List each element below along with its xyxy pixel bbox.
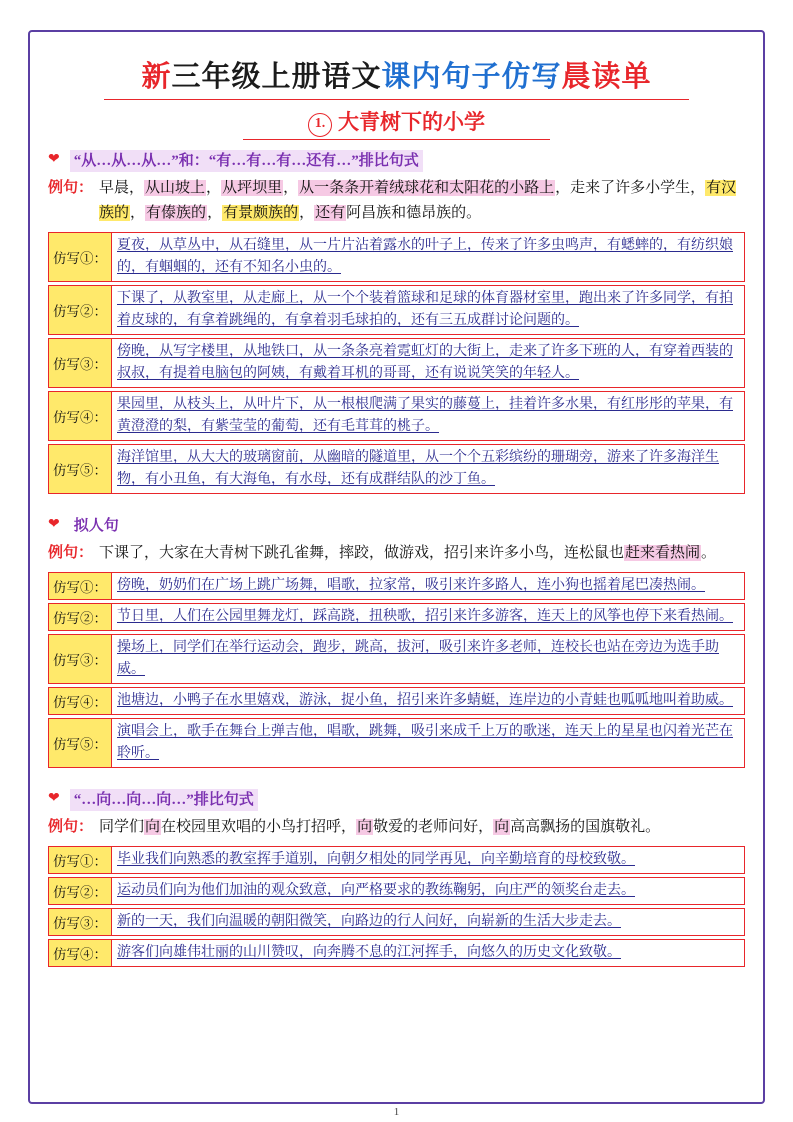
practice-label: 仿写②：	[49, 286, 112, 334]
practice-label: 仿写①：	[49, 847, 112, 873]
practice-text: 果园里，从枝头上，从叶片下，从一根根爬满了果实的藤蔓上，挂着许多水果，有红彤彤的苹果，有黄澄澄的梨，有紫莹莹的葡萄，还有毛茸茸的桃子。	[117, 397, 733, 434]
example-text-2: 下课了，大家在大青树下跳孔雀舞，摔跤，做游戏，招引来许多小鸟，连松鼠也赶来看热闹。	[99, 545, 717, 561]
practice-label: 仿写①：	[49, 233, 112, 281]
example-text-1: 早晨，从山坡上，从坪坝里，从一条条开着绒球花和太阳花的小路上，走来了许多小学生，有汉族的，有傣族的，有景颇族的，还有阿昌族和德昂族的。	[99, 180, 737, 221]
spacer	[48, 497, 745, 505]
title-divider	[104, 99, 689, 100]
practice-row	[48, 572, 745, 600]
spacer	[48, 771, 745, 779]
practice-label: 仿写④：	[49, 940, 112, 966]
example-label-2: 例句：	[48, 545, 94, 561]
practice-row	[48, 939, 745, 967]
practice-text: 下课了，从教室里，从走廊上，从一个个装着篮球和足球的体育器材室里，跑出来了许多同学，有拍着皮球的，有拿着跳绳的，有拿着羽毛球拍的，还有三五成群讨论问题的。	[117, 291, 733, 328]
practice-text: 节日里，人们在公园里舞龙灯，踩高跷，扭秧歌，招引来许多游客，连天上的风筝也停下来看热闹。	[117, 609, 733, 624]
practice-label: 仿写③：	[49, 339, 112, 387]
practice-row	[48, 877, 745, 905]
heart-icon: ❤	[48, 791, 60, 806]
topic-heading-3	[48, 789, 745, 811]
practice-row	[48, 391, 745, 441]
practice-row	[48, 338, 745, 388]
practice-label: 仿写②：	[49, 878, 112, 904]
practice-text: 新的一天，我们向温暖的朝阳微笑，向路边的行人问好，向崭新的生活大步走去。	[117, 914, 621, 929]
title-part-sheet: 晨读单	[561, 61, 652, 93]
practice-label: 仿写④：	[49, 688, 112, 714]
practice-row	[48, 718, 745, 768]
practice-text: 毕业我们向熟悉的教室挥手道别，向朝夕相处的同学再见，向辛勤培育的母校致敬。	[117, 852, 635, 867]
practice-text: 操场上，同学们在举行运动会，跑步，跳高，拔河，吸引来许多老师，连校长也站在旁边为选手助威。	[117, 640, 719, 677]
section-number: 1.	[308, 113, 332, 137]
topic-label-3: “…向…向…向…”排比句式	[70, 789, 258, 811]
practice-text: 夏夜，从草丛中，从石缝里，从一片片沾着露水的叶子上，传来了许多虫鸣声，有蟋蟀的，有纺织娘的，有蝈蝈的，还有不知名小虫的。	[117, 238, 733, 275]
page-title	[48, 54, 745, 95]
example-block-2	[48, 541, 745, 566]
example-label-3: 例句：	[48, 819, 94, 835]
heart-icon: ❤	[48, 152, 60, 167]
topic-heading-1	[48, 150, 745, 172]
practice-label: 仿写②：	[49, 604, 112, 630]
page-border-frame	[28, 30, 765, 1104]
practice-row	[48, 846, 745, 874]
practice-text: 海洋馆里，从大大的玻璃窗前，从幽暗的隧道里，从一个个五彩缤纷的珊瑚旁，游来了许多海洋生物，有小丑鱼，有大海龟，有水母，还有成群结队的沙丁鱼。	[117, 450, 719, 487]
practice-text: 游客们向雄伟壮丽的山川赞叹，向奔腾不息的江河挥手，向悠久的历史文化致敬。	[117, 945, 621, 960]
example-block-1	[48, 176, 745, 226]
practice-row	[48, 444, 745, 494]
example-text-3: 同学们向在校园里欢唱的小鸟打招呼，向敬爱的老师问好，向高高飘扬的国旗敬礼。	[99, 819, 661, 835]
practice-label: 仿写⑤：	[49, 719, 112, 767]
section-title: 大青树下的小学	[338, 110, 485, 134]
practice-row	[48, 687, 745, 715]
practice-text: 傍晚，奶奶们在广场上跳广场舞，唱歌，拉家常，吸引来许多路人，连小狗也摇着尾巴凑热闹。	[117, 578, 705, 593]
practice-row	[48, 634, 745, 684]
title-part-topic: 课内句子仿写	[381, 61, 562, 93]
practice-row	[48, 232, 745, 282]
practice-label: 仿写①：	[49, 573, 112, 599]
topic-heading-2	[48, 515, 745, 537]
section-header	[48, 106, 745, 140]
section-divider	[243, 139, 550, 140]
practice-row	[48, 603, 745, 631]
page-number: 1	[393, 1106, 400, 1118]
title-part-new: 新	[141, 61, 172, 93]
example-block-3	[48, 815, 745, 840]
practice-label: 仿写⑤：	[49, 445, 112, 493]
practice-label: 仿写③：	[49, 909, 112, 935]
practice-text: 池塘边，小鸭子在水里嬉戏，游泳，捉小鱼，招引来许多蜻蜓，连岸边的小青蛙也呱呱地叫着助威。	[117, 693, 733, 708]
topic-label-1: “从…从…从…”和：“有…有…有…还有…”排比句式	[70, 150, 423, 172]
practice-text: 傍晚，从写字楼里，从地铁口，从一条条亮着霓虹灯的大街上，走来了许多下班的人，有穿着西装的叔叔，有提着电脑包的阿姨，有戴着耳机的哥哥，还有说说笑笑的年轻人。	[117, 344, 733, 381]
heart-icon: ❤	[48, 517, 60, 532]
practice-label: 仿写④：	[49, 392, 112, 440]
example-label-1: 例句：	[48, 180, 94, 196]
practice-row	[48, 908, 745, 936]
practice-row	[48, 285, 745, 335]
practice-text: 演唱会上，歌手在舞台上弹吉他，唱歌，跳舞，吸引来成千上万的歌迷，连天上的星星也闪着光芒在聆听。	[117, 724, 733, 761]
practice-text: 运动员们向为他们加油的观众致意，向严格要求的教练鞠躬，向庄严的领奖台走去。	[117, 883, 635, 898]
title-part-grade: 三年级上册语文	[171, 61, 382, 93]
practice-label: 仿写③：	[49, 635, 112, 683]
topic-label-2: 拟人句	[73, 518, 119, 534]
